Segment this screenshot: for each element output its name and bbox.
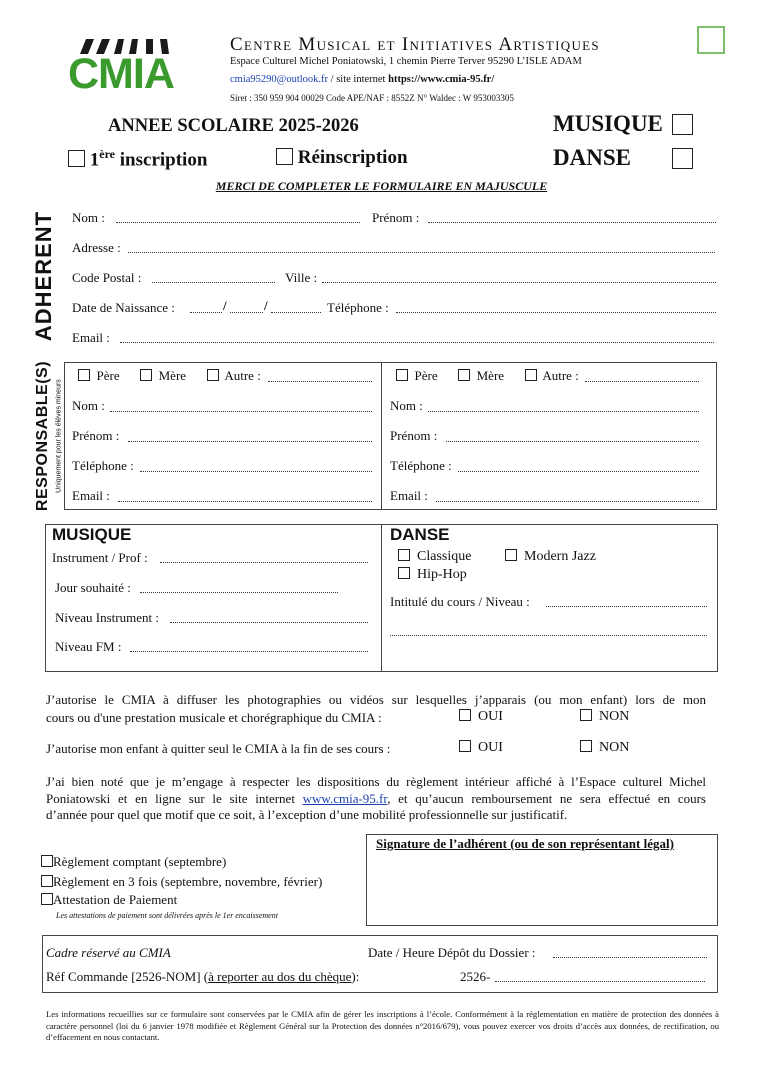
reglement-line2b: , et qu’aucun remboursement ne sera effectué en cours [387, 791, 706, 806]
resp2-telephone-field[interactable] [458, 471, 699, 472]
nom-field[interactable] [116, 222, 360, 223]
photo-oui-checkbox[interactable] [459, 709, 471, 721]
niveau-fm-label: Niveau FM : [55, 639, 122, 654]
modern-jazz-option[interactable] [505, 549, 596, 565]
modern-jazz-checkbox[interactable] [505, 549, 517, 561]
resp1-nom-field[interactable] [110, 411, 372, 412]
resp1-prenom-field[interactable] [128, 441, 372, 442]
quitter-non-label: NON [599, 740, 630, 755]
ref-prefix: 2526- [460, 969, 491, 984]
reglement-line2a: Poniatowski et en ligne sur le site internet [46, 791, 303, 806]
site-url[interactable]: https://www.cmia-95.fr/ [388, 74, 495, 85]
photo-oui-label: OUI [478, 709, 503, 724]
responsables-divider [381, 362, 382, 510]
org-name: Centre Musical et Initiatives Artistiques [230, 34, 600, 55]
reglement-line2 [46, 791, 706, 807]
logo-text: CMIA [68, 50, 174, 98]
attestation-option[interactable] [41, 892, 177, 908]
paiement-comptant-checkbox[interactable] [41, 855, 53, 867]
prenom-field[interactable] [428, 222, 716, 223]
modern-jazz-label: Modern Jazz [524, 549, 596, 564]
date-slash-1: / [223, 298, 227, 313]
resp1-prenom-label: Prénom : [72, 428, 120, 443]
signature-title: Signature de l’adhérent (ou de son représentant légal) [376, 836, 674, 851]
code-postal-label: Code Postal : [72, 270, 142, 285]
responsables-side-note: Uniquement pour les élèves mineurs [55, 379, 63, 493]
danse-label: DANSE [553, 145, 631, 170]
photo-consent-line2: cours ou d'une prestation musicale et chorégraphique du CMIA : [46, 710, 382, 725]
birth-day-field[interactable] [190, 312, 222, 313]
instruction: MERCI DE COMPLETER LE FORMULAIRE EN MAJUSCULE [215, 179, 548, 193]
resp2-pere-checkbox[interactable] [396, 369, 408, 381]
intitule-field-2[interactable] [390, 635, 707, 636]
quitter-non-option[interactable] [580, 740, 629, 756]
resp2-autre-field[interactable] [585, 381, 699, 382]
resp1-email-label: Email : [72, 488, 110, 503]
first-inscription-option[interactable] [68, 147, 207, 171]
resp2-prenom-field[interactable] [446, 441, 699, 442]
ref-field[interactable] [495, 981, 705, 982]
paiement-trois-fois-label: Règlement en 3 fois (septembre, novembre, février) [53, 874, 323, 889]
quitter-non-checkbox[interactable] [580, 740, 592, 752]
email-label: Email : [72, 330, 110, 345]
danse-section-title: DANSE [390, 525, 450, 544]
classique-checkbox[interactable] [398, 549, 410, 561]
resp1-autre-checkbox[interactable] [207, 369, 219, 381]
adherent-side-label: ADHERENT [31, 210, 56, 342]
photo-non-option[interactable] [580, 709, 629, 725]
ref-commande [46, 969, 359, 985]
quitter-consent: J’autorise mon enfant à quitter seul le CMIA à la fin de ses cours : [46, 741, 391, 756]
intitule-label: Intitulé du cours / Niveau : [390, 594, 530, 609]
instrument-label: Instrument / Prof : [52, 550, 148, 565]
paiement-comptant-option[interactable] [41, 854, 226, 870]
classique-label: Classique [417, 549, 472, 564]
hiphop-label: Hip-Hop [417, 567, 467, 582]
ville-field[interactable] [322, 282, 716, 283]
quitter-oui-label: OUI [478, 740, 503, 755]
resp1-telephone-field[interactable] [140, 471, 372, 472]
ref-label: Réf Commande [2526-NOM] ( [46, 969, 209, 984]
resp1-autre-label: Autre : [224, 368, 261, 383]
instrument-field[interactable] [160, 562, 368, 563]
resp1-relation [78, 368, 261, 384]
attestation-checkbox[interactable] [41, 893, 53, 905]
resp2-telephone-label: Téléphone : [390, 458, 452, 473]
telephone-field[interactable] [396, 312, 716, 313]
org-contact [230, 74, 494, 85]
footer-privacy: Les informations recueillies sur ce formulaire sont conservées par le CMIA afin de gérer les inscriptions à l’école. Conformément à la réglementation en matière de protection des données à caractère personnel (loi du 6 janvier 1978 modifiée et Règlement Général sur la Protection des données n°2016/679), vous pouvez exercer vos droits d’accès aux données, de rectification, ou d’effacement en nous contactant. [46, 1009, 719, 1042]
resp1-email-field[interactable] [118, 501, 372, 502]
first-rest: inscription [115, 149, 208, 171]
photo-oui-option[interactable] [459, 709, 503, 725]
resp2-nom-field[interactable] [428, 411, 699, 412]
activities-divider [381, 524, 382, 672]
birth-month-field[interactable] [230, 312, 263, 313]
reglement-line3: d’année pour quel que motif que ce soit, à l’exception d’une mobilité professionnelle sur justificatif. [46, 807, 568, 822]
resp2-email-label: Email : [390, 488, 428, 503]
photo-consent-line1: J’autorise le CMIA à diffuser les photographies ou vidéos sur lesquelles j’apparais (ou mon enfant) lors de mon [46, 692, 706, 707]
photo-non-label: NON [599, 709, 630, 724]
org-siret: Siret : 350 959 904 00029 Code APE/NAF : 8552Z N° Waldec : W 953003305 [230, 93, 514, 103]
jour-field[interactable] [140, 592, 338, 593]
telephone-label: Téléphone : [327, 300, 389, 315]
photo-non-checkbox[interactable] [580, 709, 592, 721]
prenom-label: Prénom : [372, 210, 420, 225]
date-naissance-label: Date de Naissance : [72, 300, 175, 315]
responsables-side-label: RESPONSABLE(S) [34, 360, 51, 512]
cmia-logo [66, 34, 188, 100]
quitter-oui-option[interactable] [459, 740, 503, 756]
cadre-title: Cadre réservé au CMIA [46, 945, 171, 960]
resp2-email-field[interactable] [436, 501, 699, 502]
reinscription-label: Réinscription [297, 147, 408, 168]
reglement-site-link[interactable]: www.cmia-95.fr [302, 791, 388, 806]
resp1-pere-label: Père [96, 368, 120, 383]
resp2-prenom-label: Prénom : [390, 428, 438, 443]
resp2-mere-label: Mère [476, 368, 505, 383]
reglement-line1: J’ai bien noté que je m’engage à respecter les dispositions du règlement intérieur affiché à l’Espace culturel Michel [46, 774, 706, 789]
musique-section-title: MUSIQUE [52, 525, 132, 544]
corner-square [697, 26, 725, 54]
org-address: Espace Culturel Michel Poniatowski, 1 chemin Pierre Terver 95290 L’ISLE ADAM [230, 56, 582, 67]
school-year-title: ANNEE SCOLAIRE 2025-2026 [108, 116, 359, 136]
danse-checkbox[interactable] [672, 148, 693, 169]
hiphop-option[interactable] [398, 567, 467, 583]
musique-label: MUSIQUE [553, 111, 663, 136]
musique-checkbox[interactable] [672, 114, 693, 135]
classique-option[interactable] [398, 549, 471, 565]
jour-label: Jour souhaité : [55, 580, 131, 595]
code-postal-field[interactable] [152, 282, 275, 283]
first-sup: ère [99, 147, 116, 161]
resp2-nom-label: Nom : [390, 398, 423, 413]
intitule-field[interactable] [546, 606, 707, 607]
email-field[interactable] [120, 342, 714, 343]
hiphop-checkbox[interactable] [398, 567, 410, 579]
depot-label: Date / Heure Dépôt du Dossier : [368, 945, 536, 960]
resp1-nom-label: Nom : [72, 398, 105, 413]
paiement-trois-fois-checkbox[interactable] [41, 875, 53, 887]
ref-reporter: à reporter au dos du chèque [208, 969, 352, 984]
birth-year-field[interactable] [271, 312, 321, 313]
nom-label: Nom : [72, 210, 105, 225]
quitter-oui-checkbox[interactable] [459, 740, 471, 752]
resp2-autre-label: Autre : [542, 368, 579, 383]
first-inscription-checkbox[interactable] [68, 150, 85, 167]
date-slash-2: / [264, 298, 268, 313]
attestation-note: Les attestations de paiement sont délivrées après le 1er encaissement [56, 911, 278, 920]
niveau-instrument-field[interactable] [170, 622, 368, 623]
resp1-pere-checkbox[interactable] [78, 369, 90, 381]
resp1-telephone-label: Téléphone : [72, 458, 134, 473]
attestation-label: Attestation de Paiement [53, 892, 178, 907]
resp1-mere-label: Mère [158, 368, 187, 383]
adresse-label: Adresse : [72, 240, 121, 255]
paiement-trois-fois-option[interactable] [41, 874, 322, 890]
adresse-field[interactable] [128, 252, 715, 253]
email-link[interactable]: cmia95290@outlook.fr [230, 74, 329, 85]
resp1-autre-field[interactable] [268, 381, 372, 382]
paiement-comptant-label: Règlement comptant (septembre) [53, 854, 227, 869]
resp2-autre-checkbox[interactable] [525, 369, 537, 381]
first-num: 1 [89, 149, 100, 171]
reinscription-option[interactable] [276, 147, 408, 169]
ref-end: ): [351, 969, 360, 984]
depot-field[interactable] [553, 957, 707, 958]
resp2-mere-checkbox[interactable] [458, 369, 470, 381]
reinscription-checkbox[interactable] [276, 148, 293, 165]
resp2-relation [396, 368, 579, 384]
ville-label: Ville : [285, 270, 318, 285]
niveau-fm-field[interactable] [130, 651, 368, 652]
site-sep: / site internet [328, 74, 389, 85]
niveau-instrument-label: Niveau Instrument : [55, 610, 159, 625]
resp2-pere-label: Père [414, 368, 438, 383]
resp1-mere-checkbox[interactable] [140, 369, 152, 381]
